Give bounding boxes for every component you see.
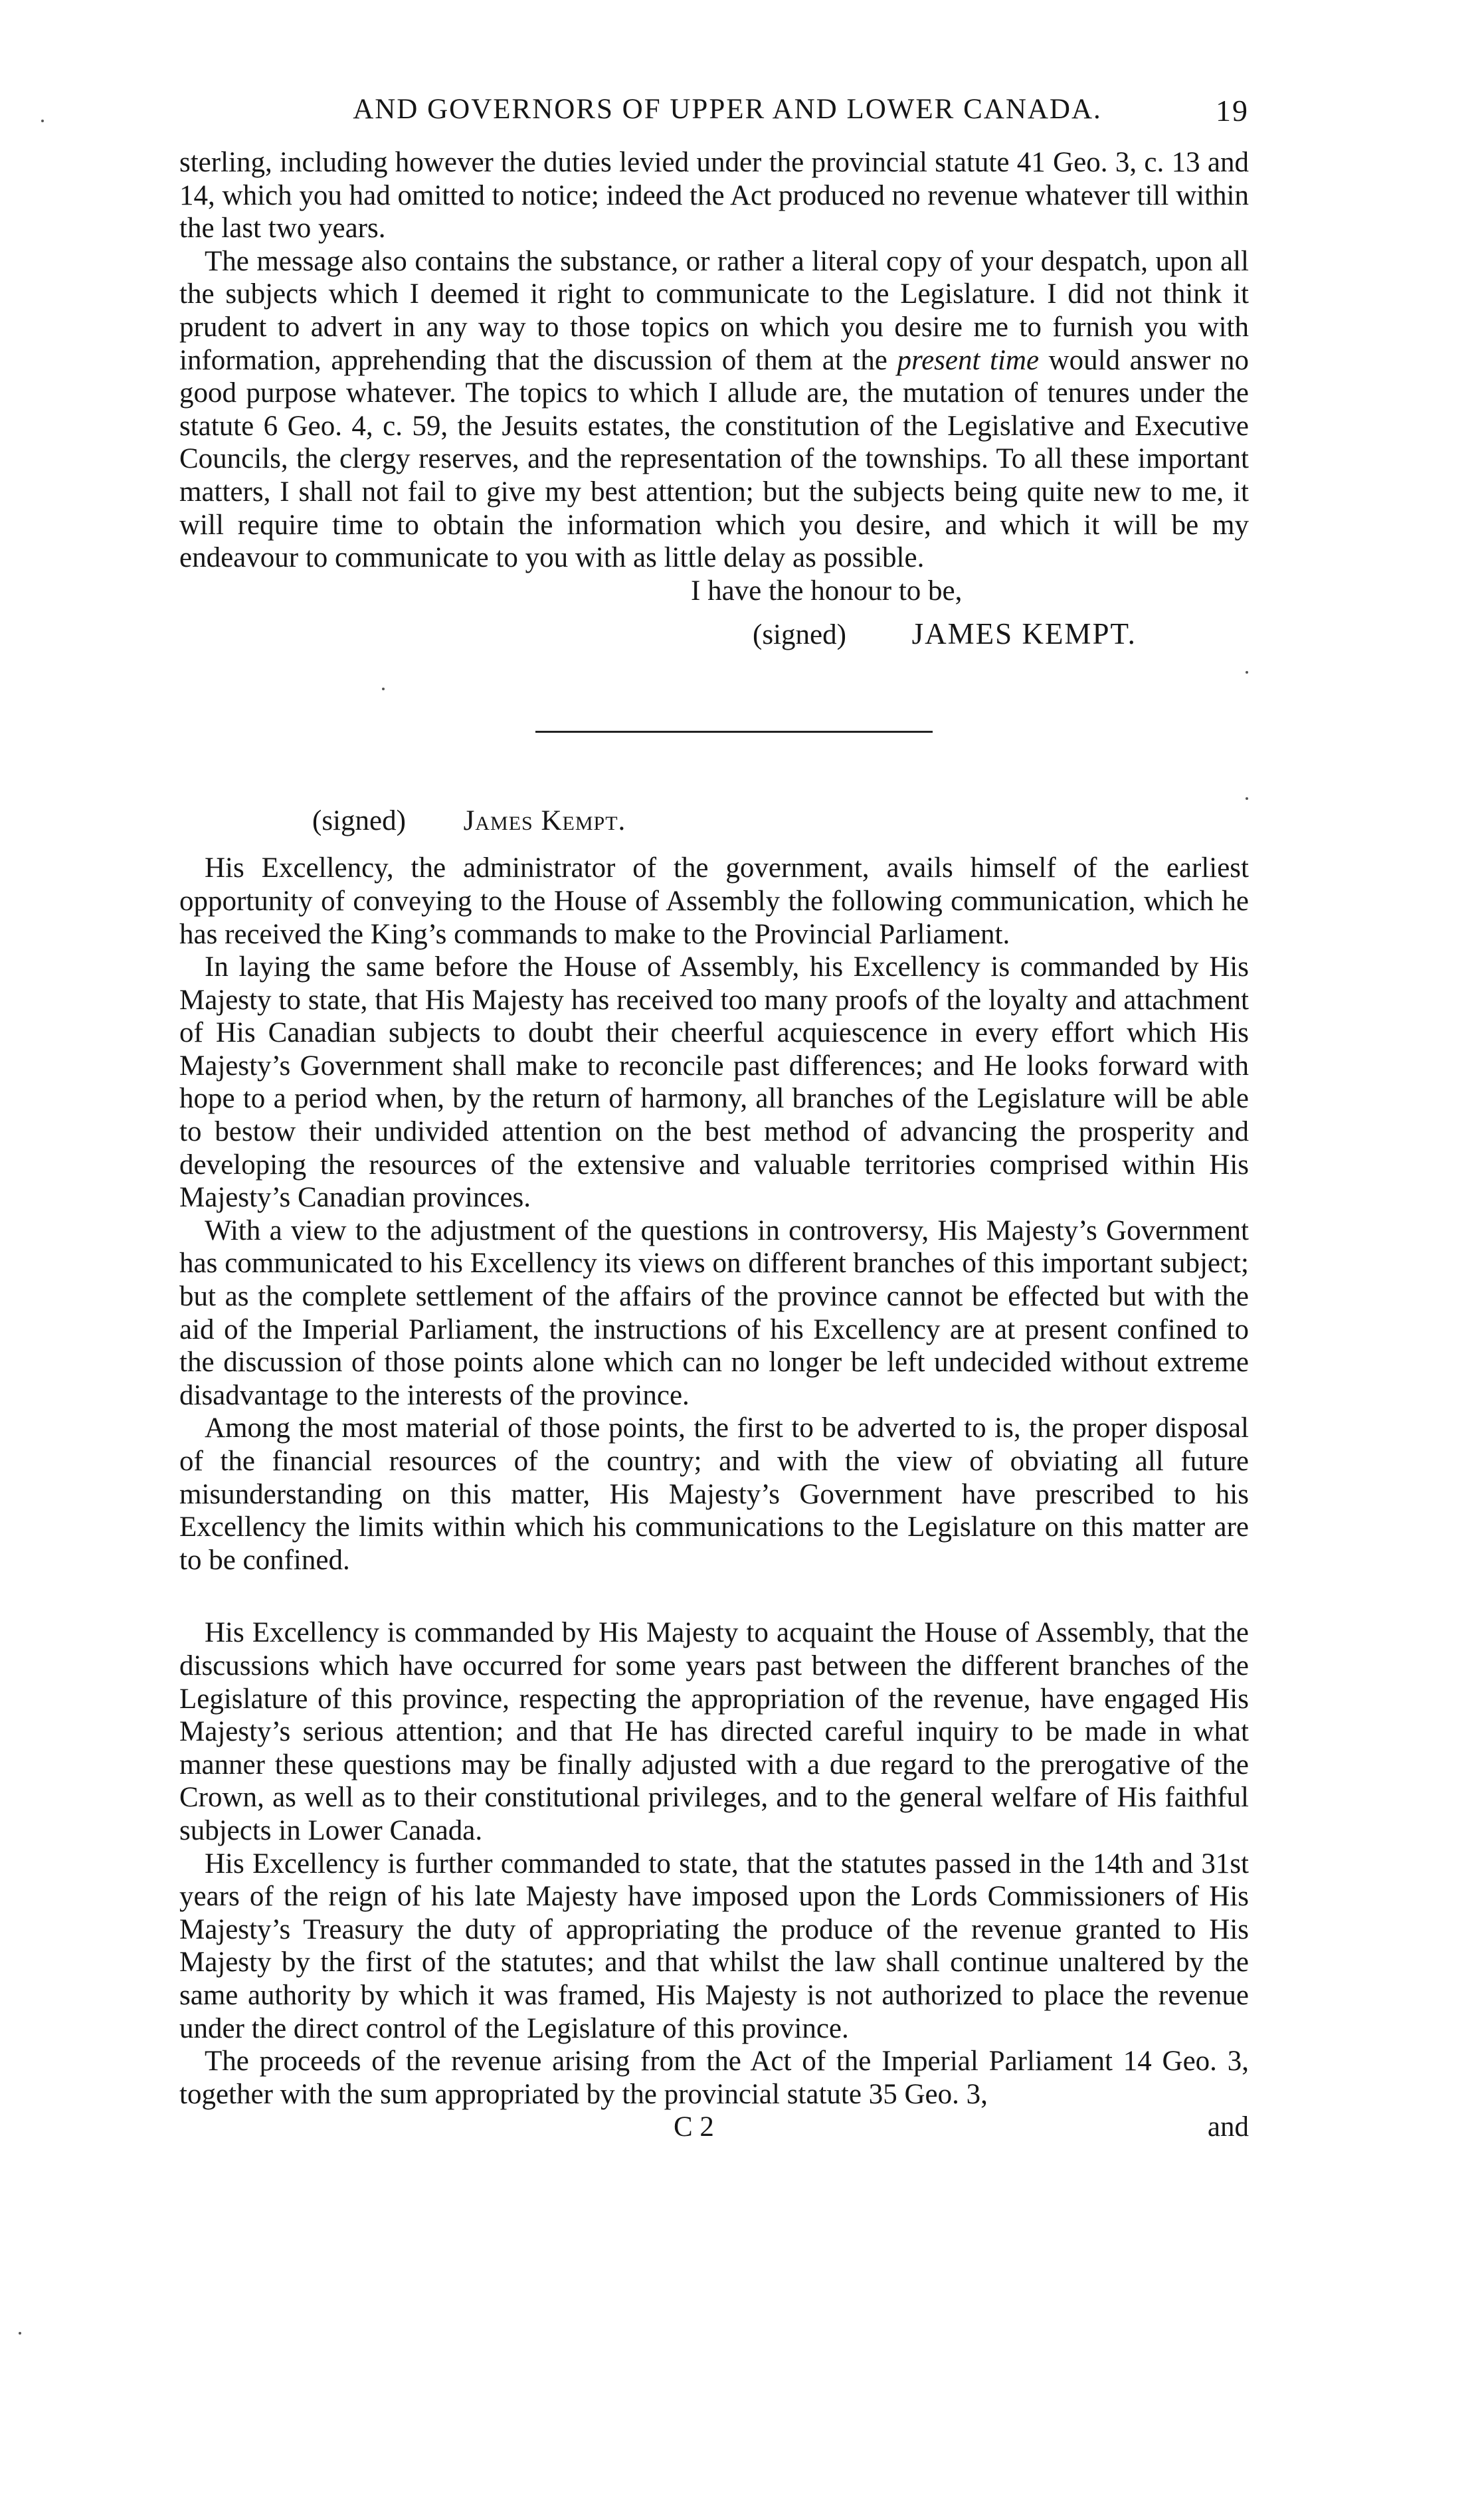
signature-mark: C 2 — [674, 2111, 714, 2143]
letter-paragraph-2-start: The message also contains the substance, or rather a literal copy of your despatch, upon all the subjects which I deemed it right to communicate to the Legislature. I did not think it prudent to advert in any way to those topics on which you desire me to furnish you with information, apprehending that the discussion of them at the — [179, 245, 1249, 376]
message-paragraph-5: His Excellency is commanded by His Majesty to acquaint the House of Assembly, that the discussions which have occurred for some years past between the different branches of the Legislature of this province, respecting the appropriation of the revenue, have engaged His Majesty’s serious attention; and that He has directed careful inquiry to be made in what manner these questions may be finally adjusted with a due regard to the prerogative of the Crown, as well as to their constitutional privileges, and to the general welfare of His faithful subjects in Lower Canada. — [179, 1617, 1249, 1846]
message-paragraph-3: With a view to the adjustment of the questions in controversy, His Majesty’s Government has communicated to his Excellency its views on different branches of this important subject; but as the complete settlement of the affairs of the province cannot be effected but with the aid of the Imperial Parliament, the instructions of his Excellency are at present confined to the discussion of those points alone which can no longer be left undecided without extreme disadvantage to the interests of the province. — [179, 1214, 1249, 1411]
section-divider — [535, 731, 933, 733]
paragraph-gap — [179, 1577, 1249, 1616]
signed-label: (signed) — [753, 619, 846, 651]
paper-speck — [41, 120, 44, 122]
message-paragraph-1: His Excellency, the administrator of the government, avails himself of the earliest opportunity of conveying to the House of Assembly the following communication, which he has received the King’s commands to make to the Provincial Parliament. — [179, 852, 1249, 950]
letter-paragraph-1: sterling, including however the duties levied under the provincial statute 41 Geo. 3, c. 13 and 14, which you had omitted to notice; indeed the Act produced no revenue whatever till within the last two years. — [179, 147, 1249, 244]
page-footer — [179, 2111, 1249, 2144]
message-paragraph-2: In laying the same before the House of Assembly, his Excellency is commanded by His Majesty to state, that His Majesty has received too many proofs of the loyalty and attachment of His Canadian subjects to doubt their cheerful acquiescence in every effort which His Majesty’s Government shall make to reconcile past differences; and He looks forward with hope to a period when, by the return of harmony, all branches of the Legislature will be able to bestow their undivided attention on the best method of advancing the prosperity and developing the resources of the extensive and valuable territories comprised within His Majesty’s Canadian provinces. — [179, 951, 1249, 1214]
running-header — [179, 93, 1249, 146]
paper-speck — [19, 2332, 21, 2335]
letter-closing: I have the honour to be, — [691, 575, 963, 607]
paper-speck — [1246, 797, 1248, 800]
catchword: and — [1207, 2111, 1249, 2143]
message-signatory-name: James Kempt. — [463, 805, 626, 837]
message-paragraph-6: His Excellency is further commanded to state, that the statutes passed in the 14th and 31st years of the reign of his late Majesty have imposed upon the Lords Commissioners of His Majesty’s Treasury the duty of appropriating the produce of the revenue granted to His Majesty by the first of the statutes; and that whilst the law shall continue unaltered by the same authority by which it was framed, His Majesty is not authorized to place the revenue under the direct control of the Legislature of this province. — [179, 1848, 1249, 2044]
letter-paragraph-2 — [179, 245, 1249, 575]
signatory-name: JAMES KEMPT. — [911, 617, 1137, 651]
letter-section — [179, 146, 1249, 651]
page-number: 19 — [1216, 94, 1249, 128]
message-paragraph-4: Among the most material of those points, the first to be adverted to is, the proper disposal of the financial resources of the country; and with the view of obviating all future misunderstanding on this matter, His Majesty’s Government have prescribed to his Excellency the limits within which his communications to the Legislature on this matter are to be confined. — [179, 1412, 1249, 1576]
message-signed-label: (signed) — [312, 805, 406, 837]
document-page — [179, 93, 1249, 2144]
running-title: AND GOVERNORS OF UPPER AND LOWER CANADA. — [353, 94, 1102, 125]
message-signature — [312, 805, 1249, 837]
message-paragraph-7: The proceeds of the revenue arising from the Act of the Imperial Parliament 14 Geo. 3, together with the sum appropriated by the provincial statute 35 Geo. 3, — [179, 2046, 1249, 2110]
message-section — [179, 805, 1249, 2111]
paper-speck — [382, 688, 385, 690]
letter-paragraph-2-end: would answer no good purpose whatever. The topics to which I allude are, the mutation of tenures under the statute 6 Geo. 4, c. 59, the Jesuits estates, the constitution of the Legislative and Executive Councils, the clergy reserves, and the representation of the townships. To all these important matters, I shall not fail to give my best attention; but the subjects being quite new to me, it will require time to obtain the information which you desire, and which it will be my endeavour to communicate to you with as little delay as possible. — [179, 344, 1250, 574]
paper-speck — [1246, 671, 1248, 674]
letter-signature — [753, 617, 1249, 651]
italic-phrase: present time — [897, 344, 1040, 376]
